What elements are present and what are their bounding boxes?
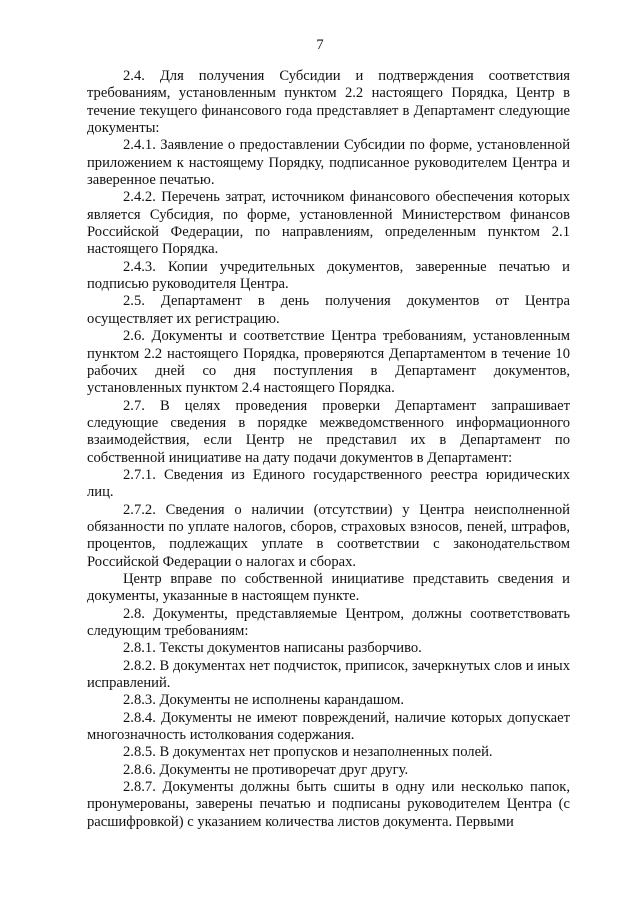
document-body <box>87 68 570 831</box>
paragraph-2-5: 2.5. Департамент в день получения документов от Центра осуществляет их регистрацию. <box>87 293 570 327</box>
paragraph-2-4-3: 2.4.3. Копии учредительных документов, заверенные печатью и подписью руководителя Центра. <box>87 258 570 293</box>
paragraph-2-8-7: 2.8.7. Документы должны быть сшиты в одну или несколько папок, пронумерованы, заверены печатью и подписаны руководителем Центра (с расшифровкой) с указанием количества листов документа. Первыми <box>87 779 570 830</box>
paragraph-2-8-4: 2.8.4. Документы не имеют повреждений, наличие которых допускает многозначность истолкования содержания. <box>87 709 570 744</box>
paragraph-2-8-1: 2.8.1. Тексты документов написаны разборчиво. <box>123 640 422 657</box>
paragraph-2-7: 2.7. В целях проведения проверки Департамент запрашивает следующие сведения в порядке межведомственного информационного взаимодействия, если Центр не представил их в Департамент по собственной инициативе на дату подачи документов в Департамент: <box>87 397 570 466</box>
paragraph-2-8-2: 2.8.2. В документах нет подчисток, приписок, зачеркнутых слов и иных исправлений. <box>87 657 570 692</box>
paragraph-2-7-2: 2.7.2. Сведения о наличии (отсутствии) у Центра неисполненной обязанности по уплате налогов, сборов, страховых взносов, пеней, штрафов, процентов, подлежащих уплате в соответствии с законодательством Российской Федерации о налогах и сборах. <box>87 501 570 570</box>
paragraph-2-8-6: 2.8.6. Документы не противоречат друг другу. <box>123 761 409 778</box>
paragraph-2-8-5: 2.8.5. В документах нет пропусков и незаполненных полей. <box>123 744 493 761</box>
paragraph-2-4: 2.4. Для получения Субсидии и подтверждения соответствия требованиям, установленным пунктом 2.2 настоящего Порядка, Центр в течение текущего финансового года представляет в Департамент следующие документы: <box>87 68 570 137</box>
paragraph-2-8-3: 2.8.3. Документы не исполнены карандашом. <box>123 692 405 709</box>
paragraph-2-4-2: 2.4.2. Перечень затрат, источником финансового обеспечения которых является Субсидия, по форме, установленной Министерством финансов Российской Федерации, по направлениям, определенным пунктом 2.1 настоящего Порядка. <box>87 189 570 258</box>
paragraph-2-8: 2.8. Документы, представляемые Центром, должны соответствовать следующим требованиям: <box>87 605 570 639</box>
page-number: 7 <box>316 37 324 53</box>
paragraph-center-initiative: Центр вправе по собственной инициативе представить сведения и документы, указанные в настоящем пункте. <box>87 570 570 605</box>
paragraph-2-6: 2.6. Документы и соответствие Центра требованиям, установленным пунктом 2.2 настоящего Порядка, проверяются Департаментом в течение 10 рабочих дней со дня поступления в Департамент документов, установленных пунктом 2.4 настоящего Порядка. <box>87 328 570 397</box>
paragraph-2-4-1: 2.4.1. Заявление о предоставлении Субсидии по форме, установленной приложением к настоящему Порядку, подписанное руководителем Центра и заверенное печатью. <box>87 137 570 189</box>
paragraph-2-7-1: 2.7.1. Сведения из Единого государственного реестра юридических лиц. <box>87 466 570 501</box>
